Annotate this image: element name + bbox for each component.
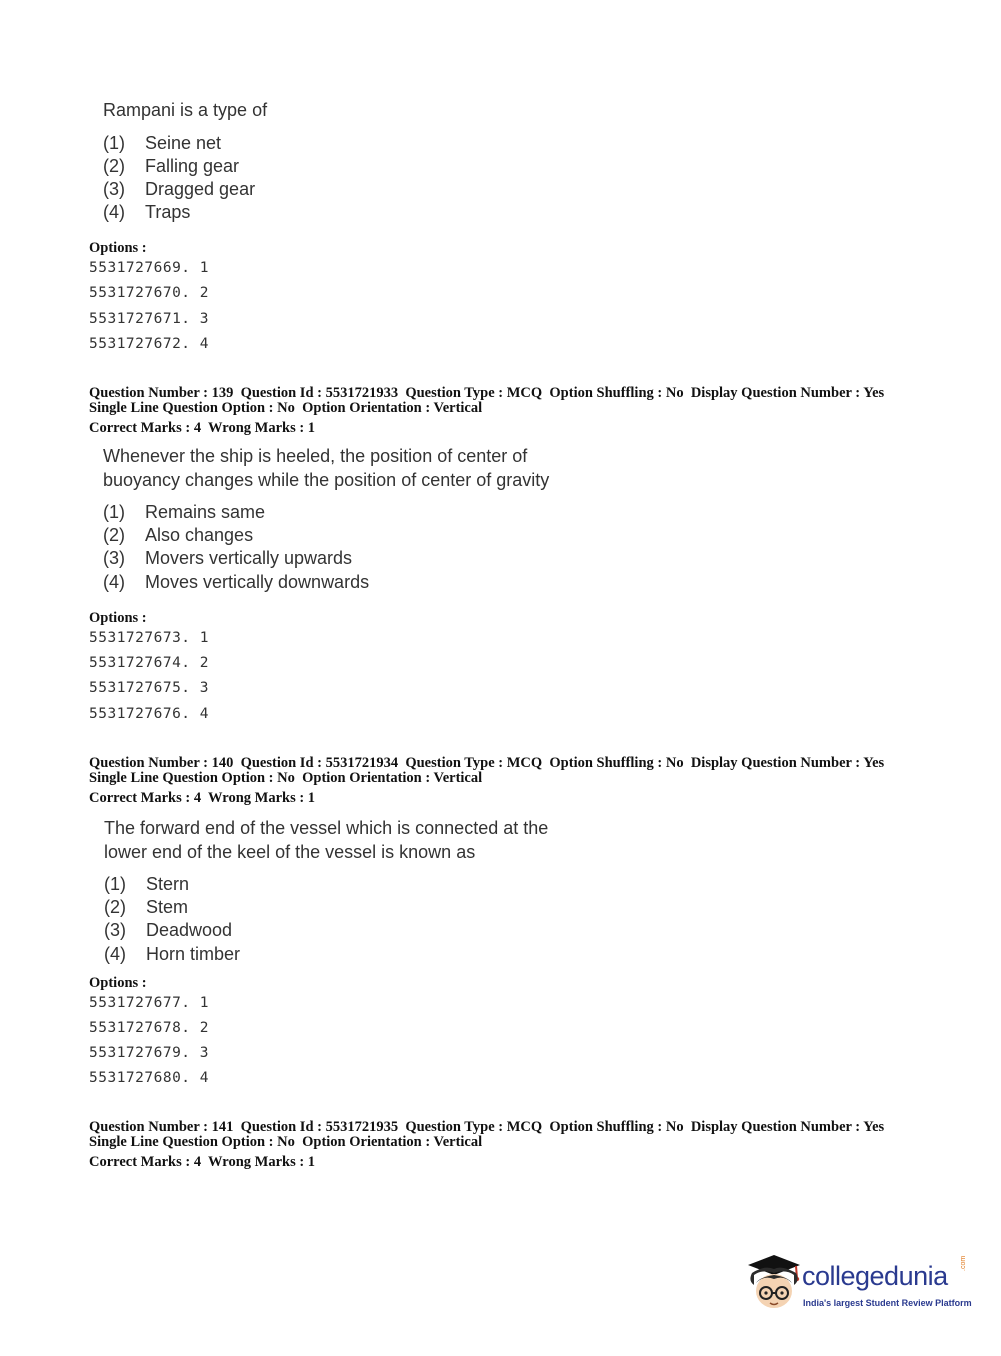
choice-label: Also changes <box>145 525 254 545</box>
choice-number: (1) <box>104 874 126 894</box>
choice-number: (2) <box>103 525 125 545</box>
question-text-line: Whenever the ship is heeled, the position of center of <box>103 446 528 466</box>
choice-label: Deadwood <box>146 920 233 940</box>
answer-choice <box>103 178 255 201</box>
options-label: Options : <box>89 610 147 626</box>
choice-label: Movers vertically upwards <box>145 548 353 568</box>
choice-number: (2) <box>103 156 125 176</box>
question-text-line: Rampani is a type of <box>103 100 268 120</box>
option-id: 5531727678. 2 <box>89 1020 209 1036</box>
option-id: 5531727669. 1 <box>89 260 209 276</box>
answer-choice <box>103 132 221 155</box>
answer-choice <box>103 201 190 224</box>
choice-label: Moves vertically downwards <box>145 572 370 592</box>
option-id: 5531727671. 3 <box>89 311 209 327</box>
question-meta-options: Single Line Question Option : No Option Orientation : Vertical <box>89 400 483 416</box>
answer-choice <box>103 501 265 524</box>
question-marks: Correct Marks : 4 Wrong Marks : 1 <box>89 1154 316 1170</box>
logo-tagline: India's largest Student Review Platform <box>803 1298 972 1308</box>
choice-label: Dragged gear <box>145 179 256 199</box>
logo-suffix: .com <box>960 1255 967 1271</box>
choice-number: (2) <box>104 897 126 917</box>
choice-number: (4) <box>103 202 125 222</box>
question-meta: Question Number : 140 Question Id : 5531721934 Question Type : MCQ Option Shuffling : No Display Question Number : Yes <box>89 755 885 771</box>
choice-label: Remains same <box>145 502 266 522</box>
option-id: 5531727672. 4 <box>89 336 209 352</box>
options-label: Options : <box>89 240 147 256</box>
question-text-line: buoyancy changes while the position of center of gravity <box>103 470 550 490</box>
choice-number: (1) <box>103 502 125 522</box>
question-meta: Question Number : 141 Question Id : 5531721935 Question Type : MCQ Option Shuffling : No Display Question Number : Yes <box>89 1119 885 1135</box>
choice-number: (3) <box>103 548 125 568</box>
choice-number: (4) <box>104 944 126 964</box>
option-id: 5531727674. 2 <box>89 655 209 671</box>
choice-label: Stem <box>146 897 189 917</box>
answer-choice <box>103 155 239 178</box>
collegedunia-logo <box>742 1249 972 1319</box>
choice-number: (1) <box>103 133 125 153</box>
choice-label: Falling gear <box>145 156 240 176</box>
option-id: 5531727679. 3 <box>89 1045 209 1061</box>
question-text-line: The forward end of the vessel which is connected at the <box>104 818 549 838</box>
choice-label: Traps <box>145 202 191 222</box>
option-id: 5531727673. 1 <box>89 630 209 646</box>
choice-number: (4) <box>103 572 125 592</box>
choice-label: Horn timber <box>146 944 241 964</box>
answer-choice <box>104 943 240 966</box>
choice-label: Seine net <box>145 133 222 153</box>
option-id: 5531727676. 4 <box>89 706 209 722</box>
mascot-icon <box>742 1251 802 1313</box>
answer-choice <box>103 571 369 594</box>
question-meta-options: Single Line Question Option : No Option Orientation : Vertical <box>89 770 483 786</box>
choice-number: (3) <box>103 179 125 199</box>
choice-label: Stern <box>146 874 190 894</box>
choice-number: (3) <box>104 920 126 940</box>
question-marks: Correct Marks : 4 Wrong Marks : 1 <box>89 420 316 436</box>
answer-choice <box>104 896 188 919</box>
answer-choice <box>103 524 253 547</box>
question-meta: Question Number : 139 Question Id : 5531721933 Question Type : MCQ Option Shuffling : No Display Question Number : Yes <box>89 385 885 401</box>
option-id: 5531727670. 2 <box>89 285 209 301</box>
question-meta-options: Single Line Question Option : No Option Orientation : Vertical <box>89 1134 483 1150</box>
answer-choice <box>104 873 189 896</box>
logo-name: collegedunia <box>802 1261 948 1291</box>
option-id: 5531727680. 4 <box>89 1070 209 1086</box>
option-id: 5531727675. 3 <box>89 680 209 696</box>
option-id: 5531727677. 1 <box>89 995 209 1011</box>
answer-choice <box>104 919 232 942</box>
options-label: Options : <box>89 975 147 991</box>
question-marks: Correct Marks : 4 Wrong Marks : 1 <box>89 790 316 806</box>
question-text-line: lower end of the keel of the vessel is known as <box>104 842 476 862</box>
answer-choice <box>103 547 352 570</box>
